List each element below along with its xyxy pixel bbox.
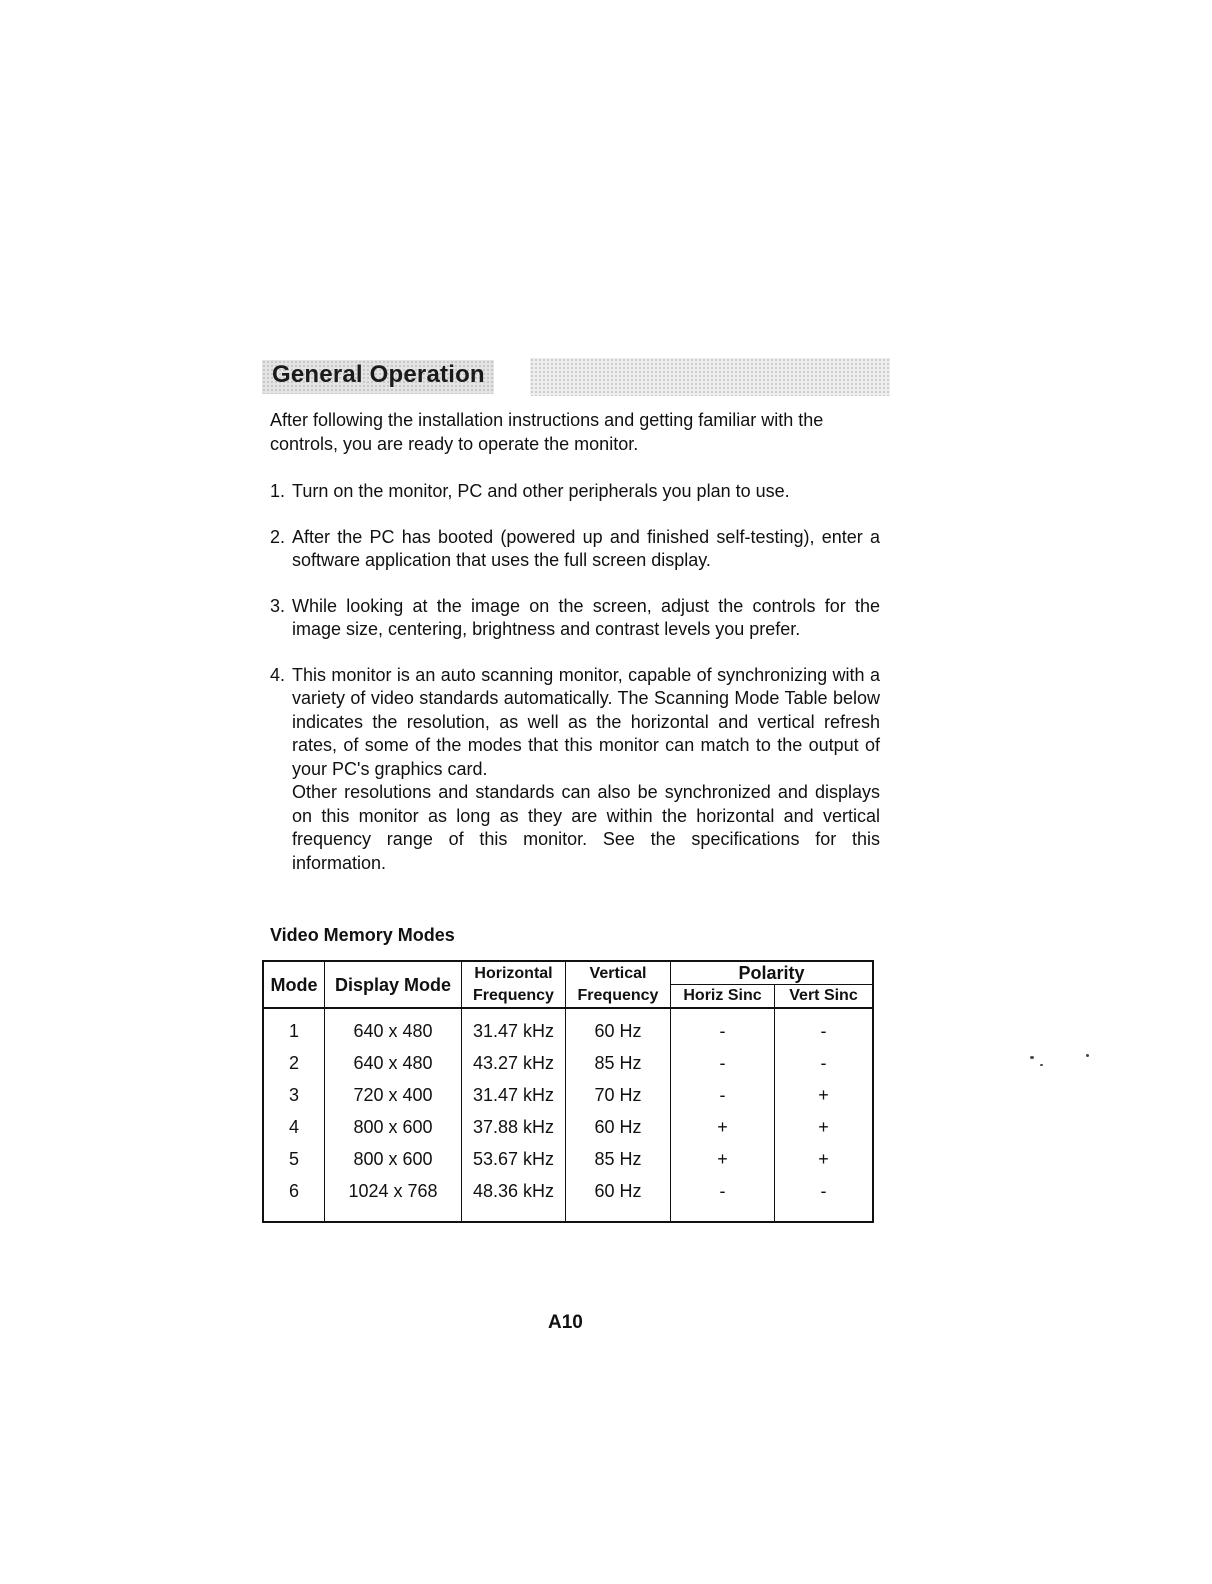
cell-hfreq: 37.88 kHz: [462, 1111, 566, 1143]
cell-display: 800 x 600: [325, 1111, 462, 1143]
table-title: Video Memory Modes: [270, 925, 455, 945]
table-row: [263, 1079, 873, 1111]
cell-vpol: +: [775, 1079, 874, 1111]
scan-speck: [1030, 1056, 1034, 1059]
cell-hfreq: 31.47 kHz: [462, 1079, 566, 1111]
cell-mode: 6: [263, 1175, 325, 1222]
header-mode: Mode: [263, 961, 325, 1008]
section-heading: General Operation: [272, 361, 485, 388]
cell-hfreq: 53.67 kHz: [462, 1143, 566, 1175]
step-number: 2.: [270, 526, 286, 547]
scan-speck: [1086, 1054, 1089, 1057]
cell-hpol: -: [671, 1047, 775, 1079]
step-item: [270, 480, 880, 504]
cell-mode: 2: [263, 1047, 325, 1079]
table-row: [263, 1008, 873, 1047]
cell-hpol: -: [671, 1079, 775, 1111]
cell-mode: 3: [263, 1079, 325, 1111]
step-text: While looking at the image on the screen, adjust the controls for the image size, centering, brightness and contrast levels you prefer.: [292, 595, 880, 639]
cell-hpol: -: [671, 1008, 775, 1047]
header-horizontal-frequency: Horizontal Frequency: [462, 961, 566, 1008]
table-row: [263, 1111, 873, 1143]
cell-vpol: -: [775, 1175, 874, 1222]
step-item: [270, 526, 880, 573]
steps-list: [270, 480, 880, 897]
cell-mode: 4: [263, 1111, 325, 1143]
cell-mode: 5: [263, 1143, 325, 1175]
step-text: After the PC has booted (powered up and finished self-testing), enter a software application that uses the full screen display.: [292, 526, 880, 570]
step-text-continued: Other resolutions and standards can also be synchronized and displays on this monitor as long as they are within the horizontal and vertical frequency range of this monitor. See the specifications for this information.: [292, 782, 880, 873]
cell-display: 800 x 600: [325, 1143, 462, 1175]
step-text: Turn on the monitor, PC and other peripherals you plan to use.: [292, 481, 790, 501]
step-number: 3.: [270, 595, 286, 616]
header-vert-sinc: Vert Sinc: [775, 985, 874, 1009]
cell-mode: 1: [263, 1008, 325, 1047]
table-row: [263, 1143, 873, 1175]
cell-vpol: +: [775, 1111, 874, 1143]
section-heading-row: [262, 358, 890, 396]
video-modes-table: [262, 960, 874, 1223]
cell-vfreq: 60 Hz: [566, 1175, 671, 1222]
step-item: [270, 664, 880, 876]
cell-hpol: +: [671, 1111, 775, 1143]
cell-vpol: +: [775, 1143, 874, 1175]
cell-vfreq: 85 Hz: [566, 1047, 671, 1079]
step-number: 1.: [270, 481, 286, 501]
cell-vfreq: 60 Hz: [566, 1008, 671, 1047]
table-row: [263, 1047, 873, 1079]
cell-vfreq: 85 Hz: [566, 1143, 671, 1175]
cell-hfreq: 43.27 kHz: [462, 1047, 566, 1079]
step-text: This monitor is an auto scanning monitor, capable of synchronizing with a variety of video standards automatically. The Scanning Mode Table below indicates the resolution, as well as the horizontal and vertical refresh rates, of some of the modes that this monitor can match to the output of your PC's graphics card.: [292, 664, 880, 779]
cell-display: 640 x 480: [325, 1047, 462, 1079]
table-row: [263, 1175, 873, 1222]
cell-display: 1024 x 768: [325, 1175, 462, 1222]
cell-vpol: -: [775, 1008, 874, 1047]
cell-hfreq: 31.47 kHz: [462, 1008, 566, 1047]
header-polarity: Polarity: [671, 961, 874, 985]
cell-hfreq: 48.36 kHz: [462, 1175, 566, 1222]
cell-hpol: -: [671, 1175, 775, 1222]
header-horiz-sinc: Horiz Sinc: [671, 985, 775, 1009]
step-number: 4.: [270, 664, 286, 685]
scan-speck: [1040, 1064, 1043, 1066]
cell-hpol: +: [671, 1143, 775, 1175]
halftone-banner: [530, 358, 890, 396]
cell-vfreq: 70 Hz: [566, 1079, 671, 1111]
step-item: [270, 595, 880, 642]
cell-display: 640 x 480: [325, 1008, 462, 1047]
cell-display: 720 x 400: [325, 1079, 462, 1111]
cell-vpol: -: [775, 1047, 874, 1079]
cell-vfreq: 60 Hz: [566, 1111, 671, 1143]
page-number: A10: [548, 1312, 583, 1333]
header-vertical-frequency: Vertical Frequency: [566, 961, 671, 1008]
intro-paragraph: After following the installation instructions and getting familiar with the controls, you are ready to operate the monitor.: [270, 410, 824, 454]
header-display-mode: Display Mode: [325, 961, 462, 1008]
